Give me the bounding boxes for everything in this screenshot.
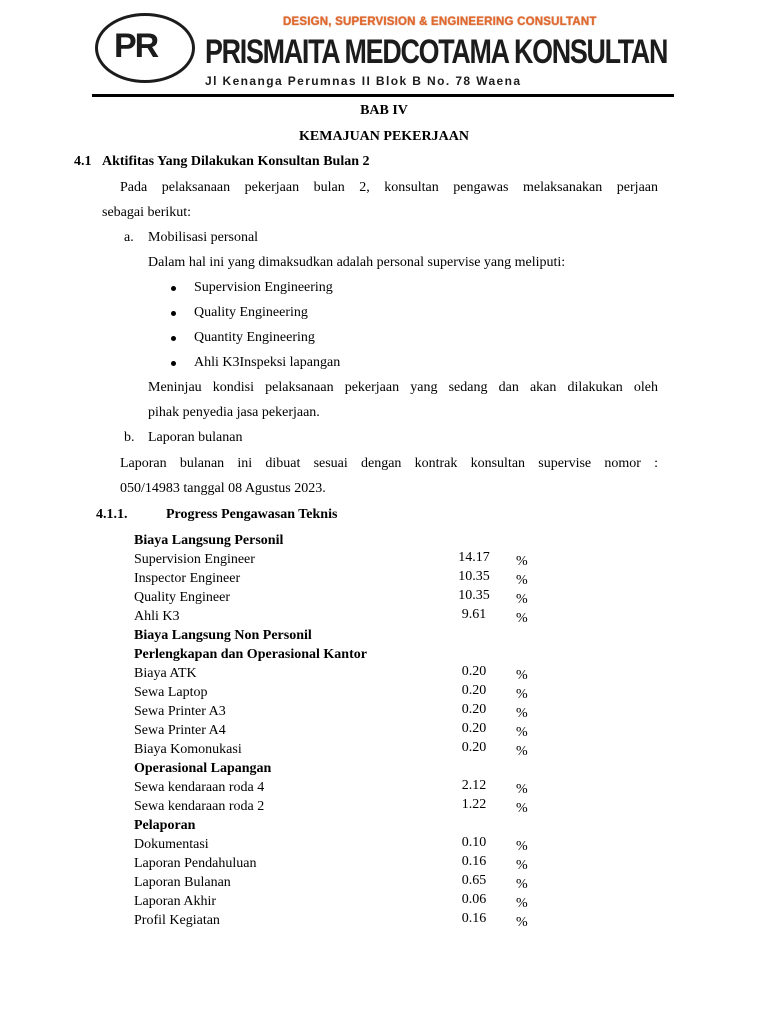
item-a-marker: a. xyxy=(124,230,134,245)
row-value: 0.20 xyxy=(461,664,487,679)
row-unit: % xyxy=(516,877,528,892)
table-row xyxy=(134,742,554,761)
letterhead-divider xyxy=(92,94,674,97)
row-value: 0.20 xyxy=(461,683,487,698)
item-b-title: Laporan bulanan xyxy=(148,430,243,445)
row-label: Biaya Langsung Personil xyxy=(134,533,284,548)
row-unit: % xyxy=(516,744,528,759)
company-address: Jl Kenanga Perumnas II Blok B No. 78 Waena xyxy=(205,74,522,88)
row-value: 0.16 xyxy=(461,854,487,869)
row-label: Biaya Langsung Non Personil xyxy=(134,628,312,643)
row-unit: % xyxy=(516,573,528,588)
row-label: Sewa kendaraan roda 2 xyxy=(134,799,265,814)
company-logo-text: PR xyxy=(114,27,158,65)
bullet-item: Ahli K3Inspeksi lapangan xyxy=(194,355,341,370)
row-label: Pelaporan xyxy=(134,818,196,833)
company-name: PRISMAITA MEDCOTAMA KONSULTAN xyxy=(205,33,668,71)
row-label: Sewa Laptop xyxy=(134,685,208,700)
row-value: 0.20 xyxy=(461,702,487,717)
row-unit: % xyxy=(516,687,528,702)
row-label: Laporan Akhir xyxy=(134,894,217,909)
chapter-title: KEMAJUAN PEKERJAAN xyxy=(299,129,469,144)
row-unit: % xyxy=(516,839,528,854)
bullet-item: Quality Engineering xyxy=(194,305,308,320)
row-value: 9.61 xyxy=(461,607,487,622)
row-label: Sewa kendaraan roda 4 xyxy=(134,780,265,795)
row-label: Supervision Engineer xyxy=(134,552,255,567)
item-b-description-2: 050/14983 tanggal 08 Agustus 2023. xyxy=(120,481,326,496)
row-label: Biaya Komonukasi xyxy=(134,742,242,757)
table-row xyxy=(134,799,554,818)
row-unit: % xyxy=(516,896,528,911)
row-unit: % xyxy=(516,725,528,740)
row-label: Ahli K3 xyxy=(134,609,180,624)
row-label: Dokumentasi xyxy=(134,837,209,852)
row-value: 0.16 xyxy=(461,911,487,926)
item-a-closing-2: pihak penyedia jasa pekerjaan. xyxy=(148,405,320,420)
row-unit: % xyxy=(516,915,528,930)
row-unit: % xyxy=(516,801,528,816)
item-b-marker: b. xyxy=(124,430,135,445)
bullet-item: Supervision Engineering xyxy=(194,280,333,295)
row-unit: % xyxy=(516,554,528,569)
intro-line-1: Pada pelaksanaan pekerjaan bulan 2, konsultan pengawas melaksanakan perjaan xyxy=(120,180,658,195)
row-unit: % xyxy=(516,668,528,683)
item-a-title: Mobilisasi personal xyxy=(148,230,259,245)
row-label: Inspector Engineer xyxy=(134,571,241,586)
row-value: 10.35 xyxy=(458,569,490,584)
row-label: Laporan Pendahuluan xyxy=(134,856,257,871)
row-value: 2.12 xyxy=(461,778,487,793)
row-label: Sewa Printer A3 xyxy=(134,704,226,719)
item-a-closing-1: Meninjau kondisi pelaksanaan pekerjaan yang sedang dan akan dilakukan oleh xyxy=(148,380,658,395)
row-label: Operasional Lapangan xyxy=(134,761,272,776)
row-label: Perlengkapan dan Operasional Kantor xyxy=(134,647,367,662)
row-label: Biaya ATK xyxy=(134,666,197,681)
row-value: 14.17 xyxy=(458,550,490,565)
row-value: 0.65 xyxy=(461,873,487,888)
bullet-item: Quantity Engineering xyxy=(194,330,315,345)
section-title: Aktifitas Yang Dilakukan Konsultan Bulan 2 xyxy=(102,154,370,169)
intro-line-2: sebagai berikut: xyxy=(102,205,192,220)
row-label: Laporan Bulanan xyxy=(134,875,231,890)
table-row xyxy=(134,609,554,628)
table-row xyxy=(134,913,554,932)
item-b-description-1: Laporan bulanan ini dibuat sesuai dengan kontrak konsultan supervise nomor : xyxy=(120,456,658,471)
row-unit: % xyxy=(516,782,528,797)
subsection-title: Progress Pengawasan Teknis xyxy=(166,507,338,522)
row-unit: % xyxy=(516,592,528,607)
row-value: 0.10 xyxy=(461,835,487,850)
row-unit: % xyxy=(516,858,528,873)
subsection-number: 4.1.1. xyxy=(96,507,128,522)
table-group-heading xyxy=(134,628,554,647)
bullet-icon xyxy=(171,311,176,316)
row-unit: % xyxy=(516,611,528,626)
item-a-description: Dalam hal ini yang dimaksudkan adalah personal supervise yang meliputi: xyxy=(148,255,566,270)
chapter-number: BAB IV xyxy=(360,103,408,118)
bullet-icon xyxy=(171,286,176,291)
row-label: Quality Engineer xyxy=(134,590,231,605)
bullet-icon xyxy=(171,336,176,341)
row-value: 0.20 xyxy=(461,721,487,736)
row-value: 0.06 xyxy=(461,892,487,907)
row-value: 1.22 xyxy=(461,797,487,812)
bullet-icon xyxy=(171,361,176,366)
section-number: 4.1 xyxy=(74,154,92,169)
row-value: 0.20 xyxy=(461,740,487,755)
row-value: 10.35 xyxy=(458,588,490,603)
row-unit: % xyxy=(516,706,528,721)
company-tagline: DESIGN, SUPERVISION & ENGINEERING CONSULTANT xyxy=(283,16,597,28)
row-label: Sewa Printer A4 xyxy=(134,723,226,738)
row-label: Profil Kegiatan xyxy=(134,913,220,928)
